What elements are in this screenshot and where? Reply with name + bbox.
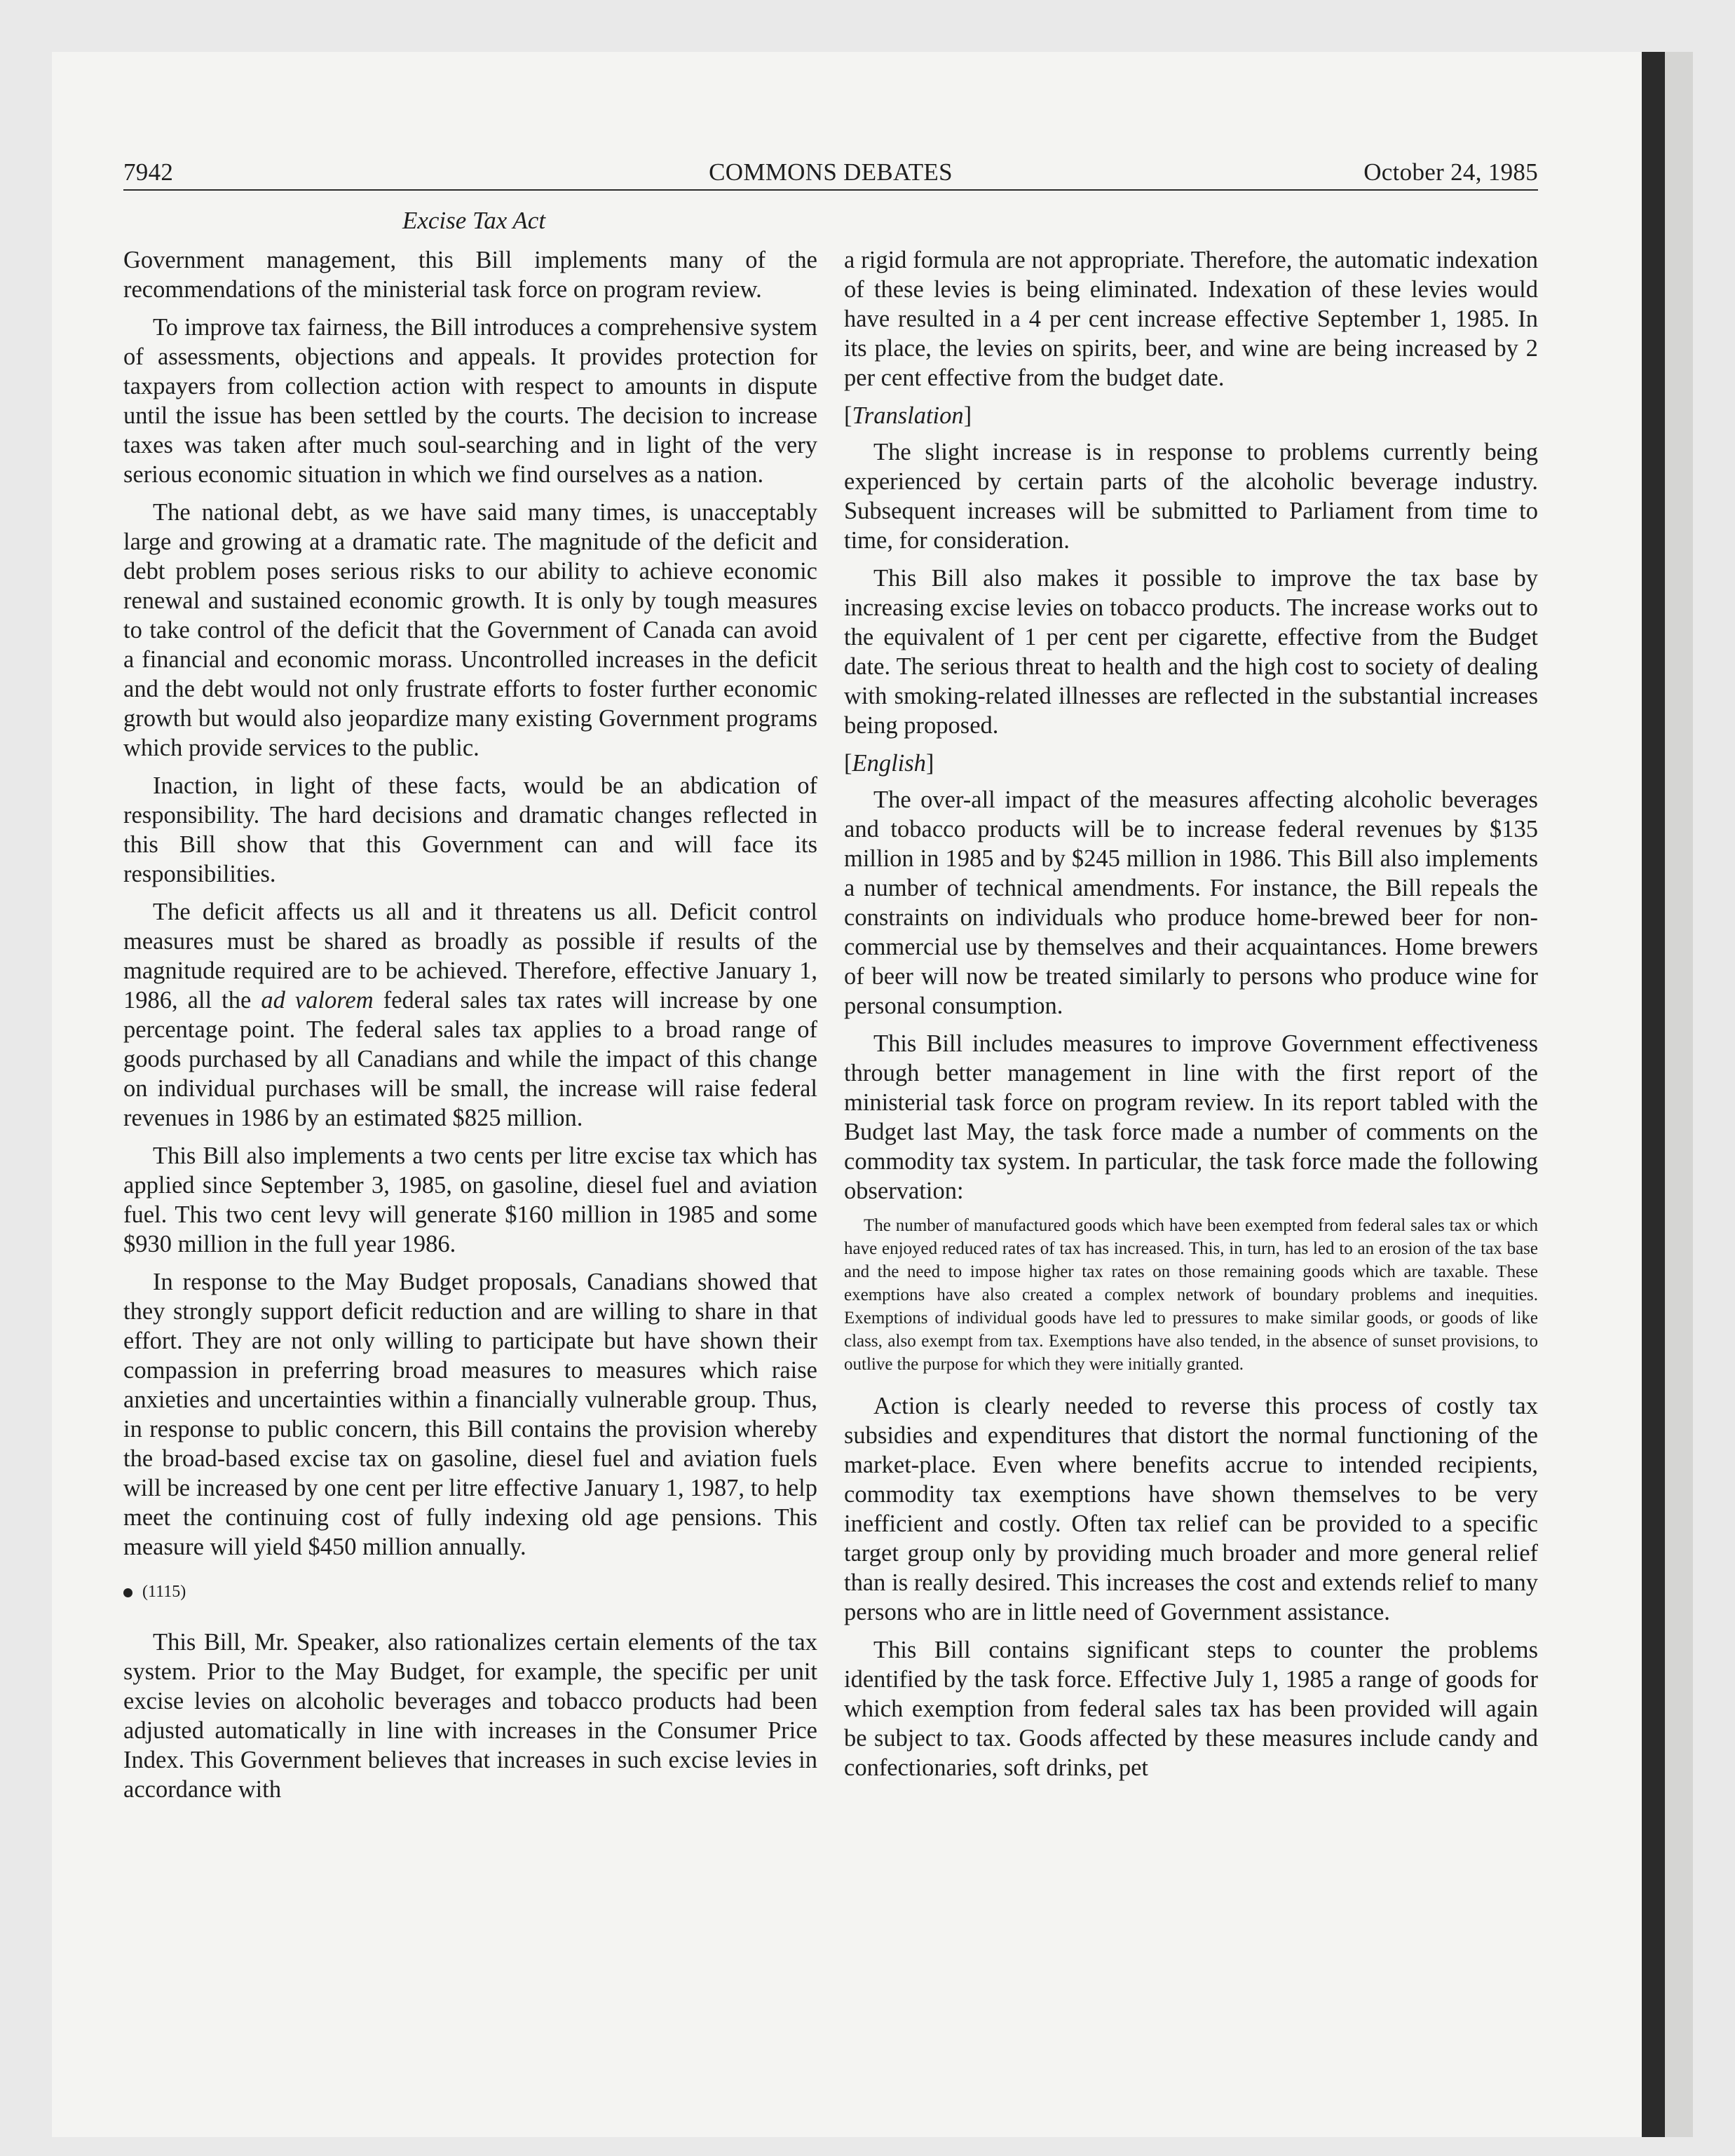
paragraph (123, 897, 817, 1133)
paragraph: The over-all impact of the measures affecting alcoholic beverages and tobacco products will be to increase federal revenues by $135 million in 1985 and by $245 million in 1986. This Bill also implements a number of technical amendments. For instance, the Bill repeals the constraints on individuals who produce home-brewed beer for non-commercial use by themselves and their acquaintances. Home brewers of beer will now be treated similarly to persons who produce wine for personal consumption. (844, 786, 1538, 1019)
language-tag-text: Translation (852, 402, 964, 429)
paragraph: This Bill includes measures to improve Government effectiveness through better management in line with the first report of the ministerial task force on program review. In its report tabled with the Budget last May, the task force made a number of comments on the commodity tax system. In particular, the task force made the following observation: (844, 1030, 1538, 1204)
paragraph: To improve tax fairness, the Bill introduces a comprehensive system of assessments, objections and appeals. It provides protection for taxpayers from collection action with respect to amounts in dispute until the issue has been settled by the courts. The decision to increase taxes was taken after much soul-searching and in light of the very serious economic situation in which we find ourselves as a nation. (123, 314, 817, 488)
paragraph: This Bill also implements a two cents per litre excise tax which has applied since September 3, 1985, on gasoline, diesel fuel and aviation fuel. This two cent levy will generate $160 million in 1985 and some $930 million in the full year 1986. (123, 1142, 817, 1257)
page-date: October 24, 1985 (1363, 158, 1538, 186)
bullet-icon (123, 1588, 132, 1597)
paragraph-text: The deficit affects us all and it threatens us all. Deficit control measures must be shared as broadly as possible if results of the magnitude required are to be achieved. Therefore, effective January 1, 1986, all the (123, 899, 817, 1014)
paragraph: This Bill, Mr. Speaker, also rationalizes certain elements of the tax system. Prior to the May Budget, for example, the specific per unit excise levies on alcoholic beverages and tobacco products had been adjusted automatically in line with increases in the Consumer Price Index. This Government believes that increases in such excise levies in accordance with (123, 1629, 817, 1803)
paragraph: In response to the May Budget proposals, Canadians showed that they strongly support deficit reduction and are willing to share in that effort. They are not only willing to participate but have shown their compassion in preferring broad measures to measures which raise anxieties and uncertainties within a financially vulnerable group. Thus, in response to public concern, this Bill contains the provision whereby the broad-based excise tax on gasoline, diesel fuel and aviation fuels will be increased by one cent per litre effective January 1, 1987, to help meet the continuing cost of fully indexing old age pensions. This measure will yield $450 million annually. (123, 1269, 817, 1560)
language-tag-text: English (852, 750, 926, 777)
paragraph: Action is clearly needed to reverse this process of costly tax subsidies and expenditures that distort the normal functioning of the market-place. Even where benefits accrue to intended recipients, commodity tax exemptions have shown themselves to be very inefficient and costly. Often tax relief can be provided to a specific target group only by providing much broader and more general relief than is really desired. This increases the cost and extends relief to many persons who are in little need of Government assistance. (844, 1393, 1538, 1625)
right-column (844, 245, 1538, 1791)
left-column (123, 245, 817, 1813)
journal-title: COMMONS DEBATES (709, 158, 953, 186)
paragraph: Inaction, in light of these facts, would be an abdication of responsibility. The hard decisions and dramatic changes reflected in this Bill show that this Government can and will face its responsibilities. (123, 772, 817, 887)
italic-term: ad valorem (261, 987, 374, 1014)
language-tag: [Translation] (844, 402, 972, 429)
page-number: 7942 (123, 158, 174, 186)
section-title: Excise Tax Act (402, 207, 546, 234)
scan-margin (1665, 52, 1693, 2137)
paragraph: This Bill also makes it possible to improve the tax base by increasing excise levies on tobacco products. The increase works out to the equivalent of 1 per cent per cigarette, effective from the Budget date. The serious threat to health and the high cost to society of dealing with smoking-related illnesses are reflected in the substantial increases being proposed. (844, 565, 1538, 739)
running-head (123, 153, 1538, 191)
paragraph: The national debt, as we have said many times, is unacceptably large and growing at a dramatic rate. The magnitude of the deficit and debt problem poses serious risks to our ability to achieve economic renewal and sustained economic growth. It is only by tough measures to take control of the deficit that the Government of Canada can avoid a financial and economic morass. Uncontrolled increases in the deficit and the debt would not only frustrate efforts to foster further economic growth but would also jeopardize many existing Government programs which provide services to the public. (123, 499, 817, 761)
block-quote: The number of manufactured goods which have been exempted from federal sales tax or which have enjoyed reduced rates of tax has increased. This, in turn, has led to an erosion of the tax base and the need to impose higher tax rates on those remaining goods which are taxable. These exemptions have also created a complex network of boundary problems and inequities. Exemptions of individual goods have led to pressures to make similar goods, or goods of like class, also exempt from tax. Exemptions have also tended, in the absence of sunset provisions, to outlive the purpose for which they were initially granted. (844, 1216, 1538, 1374)
time-marker-text: (1115) (142, 1583, 186, 1601)
language-tag: [English] (844, 750, 934, 777)
time-marker (123, 1577, 817, 1606)
paragraph: a rigid formula are not appropriate. Therefore, the automatic indexation of these levies is being eliminated. Indexation of these levies would have resulted in a 4 per cent increase effective September 1, 1985. In its place, the levies on spirits, beer, and wine are being increased by 2 per cent effective from the budget date. (844, 247, 1538, 391)
paragraph: Government management, this Bill implements many of the recommendations of the ministerial task force on program review. (123, 247, 817, 303)
binding-edge-shadow (1642, 52, 1665, 2137)
paragraph: This Bill contains significant steps to counter the problems identified by the task force. Effective July 1, 1985 a range of goods for which exemption from federal sales tax has been provided will again be subject to tax. Goods affected by these measures include candy and confectionaries, soft drinks, pet (844, 1637, 1538, 1781)
paragraph: The slight increase is in response to problems currently being experienced by certain parts of the alcoholic beverage industry. Subsequent increases will be submitted to Parliament from time to time, for consideration. (844, 439, 1538, 554)
paragraph-text: federal sales tax rates will increase by one percentage point. The federal sales tax applies to a broad range of goods purchased by all Canadians and while the impact of this change on individual purchases will be small, the increase will raise federal revenues in 1986 by an estimated $825 million. (123, 987, 817, 1131)
